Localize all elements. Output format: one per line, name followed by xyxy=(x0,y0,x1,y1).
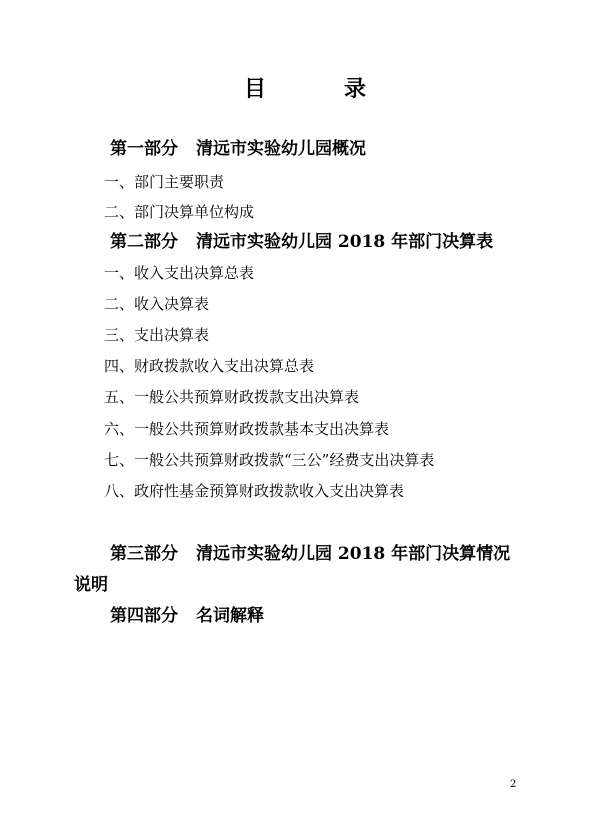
part-4-label: 第四部分 xyxy=(110,606,178,626)
part-2-item-5: 五、一般公共预算财政拨款支出决算表 xyxy=(104,388,360,406)
toc-title xyxy=(0,74,592,104)
part-2-item-8: 八、政府性基金预算财政拨款收入支出决算表 xyxy=(104,482,405,500)
part-2-item-6: 六、一般公共预算财政拨款基本支出决算表 xyxy=(104,420,390,438)
part-3-continuation: 说明 xyxy=(74,575,108,595)
part-1-name: 清远市实验幼儿园概况 xyxy=(196,139,366,159)
part-4-heading xyxy=(110,604,264,628)
part-1-item-2: 二、部门决算单位构成 xyxy=(104,203,255,221)
part-2-heading xyxy=(110,230,493,254)
part-2-item-1: 一、收入支出决算总表 xyxy=(104,264,255,282)
page-number: 2 xyxy=(510,779,517,790)
part-2-item-3: 三、支出决算表 xyxy=(104,326,210,344)
part-1-label: 第一部分 xyxy=(110,139,178,159)
part-2-item-4: 四、财政拨款收入支出决算总表 xyxy=(104,357,315,375)
part-4-name: 名词解释 xyxy=(196,606,264,626)
part-2-label: 第二部分 xyxy=(110,232,178,252)
part-2-name: 清远市实验幼儿园 2018 年部门决算表 xyxy=(196,232,494,252)
title-char-1: 目 xyxy=(244,76,267,102)
part-3-heading xyxy=(110,542,510,566)
title-char-2: 录 xyxy=(344,76,367,102)
part-3-name: 清远市实验幼儿园 2018 年部门决算情况 xyxy=(196,544,511,564)
part-2-item-7: 七、一般公共预算财政拨款“三公”经费支出决算表 xyxy=(104,451,435,469)
part-2-item-2: 二、收入决算表 xyxy=(104,295,210,313)
part-3-label: 第三部分 xyxy=(110,544,178,564)
part-1-item-1: 一、部门主要职责 xyxy=(104,173,225,191)
part-1-heading xyxy=(110,137,366,161)
